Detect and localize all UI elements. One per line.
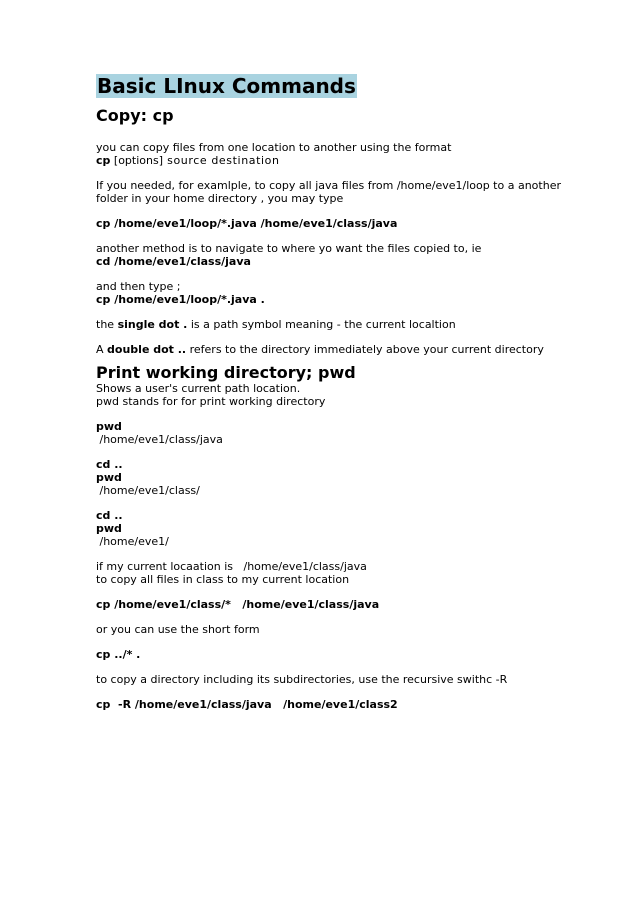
example-command: cp /home/eve1/loop/*.java /home/eve1/class/java [96, 217, 398, 230]
example-text-line-2: folder in your home directory , you may type [96, 192, 344, 205]
then-command: cp /home/eve1/loop/*.java . [96, 293, 265, 306]
double-dot-line [96, 343, 576, 356]
then-type-text: and then type ; [96, 280, 181, 293]
document-content [96, 74, 576, 711]
if-location-line-1: if my current locaation is /home/eve1/class/java [96, 560, 367, 573]
copy-intro: you can copy files from one location to another using the format [96, 141, 452, 154]
cp-source-destination: source destination [163, 154, 280, 167]
class-copy-command: cp /home/eve1/class/* /home/eve1/class/java [96, 598, 380, 611]
short-form-text: or you can use the short form [96, 623, 260, 636]
cd-up-command-1: cd .. [96, 458, 123, 471]
single-dot-term: single dot . [117, 318, 188, 331]
recursive-text: to copy a directory including its subdirectories, use the recursive swithc -R [96, 673, 508, 686]
pwd-command-1: pwd [96, 420, 122, 433]
if-location-line-2: to copy all files in class to my current location [96, 573, 350, 586]
copy-heading: Copy: cp [96, 106, 174, 125]
single-dot-line [96, 318, 576, 331]
cp-command: cp [96, 154, 111, 167]
pwd-heading: Print working directory; pwd [96, 363, 356, 382]
cp-format-line [96, 154, 576, 167]
cp-options: [options] [113, 154, 164, 167]
pwd-output-3: /home/eve1/ [96, 535, 169, 548]
cd-command: cd /home/eve1/class/java [96, 255, 251, 268]
pwd-desc-1: Shows a user's current path location. [96, 382, 301, 395]
short-form-command: cp ../* . [96, 648, 141, 661]
page-title: Basic LInux Commands [97, 74, 356, 98]
single-dot-pre: the [96, 318, 118, 331]
recursive-command: cp -R /home/eve1/class/java /home/eve1/class2 [96, 698, 398, 711]
pwd-output-2: /home/eve1/class/ [96, 484, 200, 497]
double-dot-term: double dot .. [107, 343, 187, 356]
double-dot-post: refers to the directory immediately above your current directory [186, 343, 544, 356]
example-text-line-1: If you needed, for examlple, to copy all java files from /home/eve1/loop to a another [96, 179, 561, 192]
pwd-command-3: pwd [96, 522, 122, 535]
double-dot-pre: A [96, 343, 108, 356]
cd-up-command-2: cd .. [96, 509, 123, 522]
pwd-command-2: pwd [96, 471, 122, 484]
pwd-desc-2: pwd stands for for print working directory [96, 395, 326, 408]
pwd-output-1: /home/eve1/class/java [96, 433, 223, 446]
another-method-text: another method is to navigate to where yo want the files copied to, ie [96, 242, 482, 255]
single-dot-post: is a path symbol meaning - the current localtion [187, 318, 456, 331]
